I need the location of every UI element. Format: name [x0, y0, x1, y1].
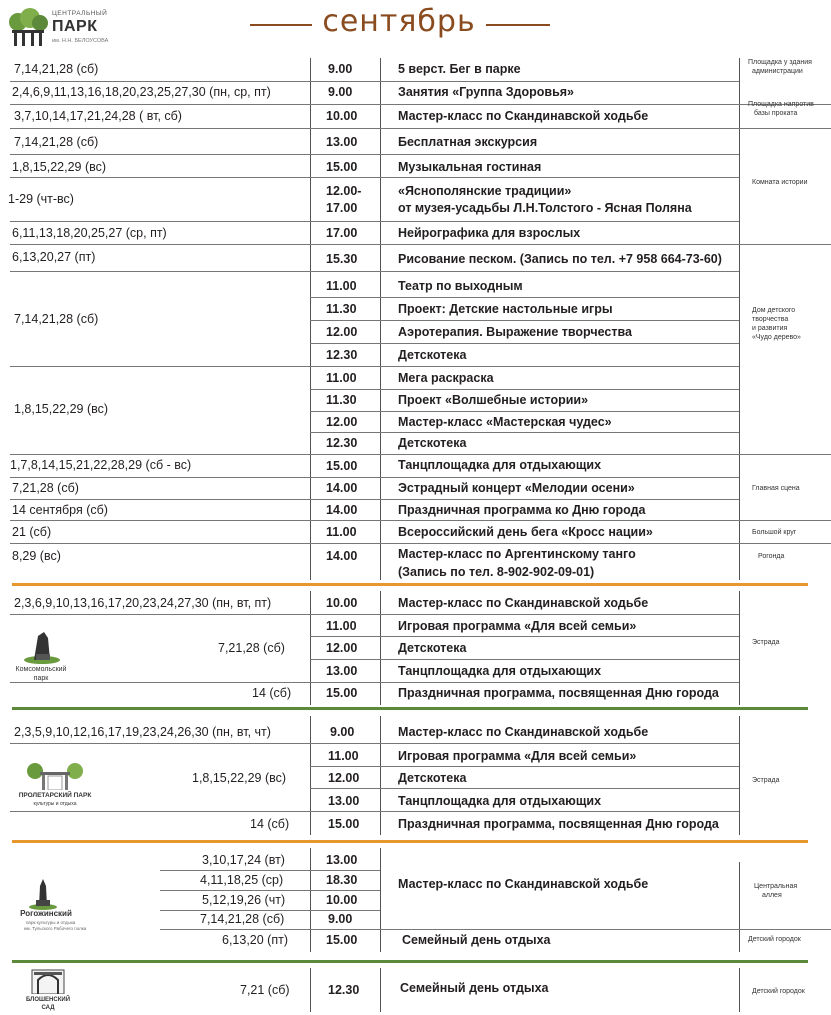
- row-title: Рисование песком. (Запись по тел. +7 958 664-73-60): [398, 252, 722, 266]
- grid-hline: [310, 432, 739, 433]
- grid-hline: [310, 788, 739, 789]
- grid-hline: [10, 104, 831, 105]
- row-dates: 3,10,17,24 (вт): [202, 853, 285, 867]
- grid-hline: [310, 343, 739, 344]
- grid-hline: [10, 811, 739, 812]
- place-label: Комната истории: [752, 179, 808, 186]
- grid-vline: [380, 848, 381, 952]
- park-name: Комсомольский: [15, 666, 67, 673]
- grid-hline: [10, 366, 739, 367]
- grid-hline: [10, 454, 831, 455]
- grid-hline: [10, 154, 739, 155]
- row-time: 13.00: [328, 794, 360, 808]
- komsomolsky-monument-icon: [22, 628, 62, 664]
- row-time: 17.00: [326, 226, 358, 240]
- row-title: Праздничная программа ко Дню города: [398, 503, 646, 517]
- grid-hline: [10, 244, 831, 245]
- grid-vline: [739, 862, 740, 952]
- row-title: Семейный день отдыха: [400, 981, 549, 995]
- place-label: «Чудо дерево»: [752, 334, 801, 341]
- row-dates: 7,14,21,28 (сб): [14, 62, 99, 76]
- place-label: Рогонда: [758, 553, 785, 560]
- row-dates: 2,4,6,9,11,13,16,18,20,23,25,27,30 (пн, ср, пт): [12, 85, 271, 99]
- grid-vline: [739, 591, 740, 705]
- row-title: Танцплощадка для отдыхающих: [398, 794, 602, 808]
- park-name: ПРОЛЕТАРСКИЙ ПАРК: [18, 792, 92, 799]
- row-dates: 7,21 (сб): [240, 983, 290, 997]
- grid-vline: [739, 58, 740, 580]
- place-label: и развития: [752, 325, 788, 332]
- row-title: Мастер-класс «Мастерская чудес»: [398, 415, 612, 429]
- group-dates: 1,8,15,22,29 (вс): [14, 402, 109, 416]
- row-dates: 6,13,20 (пт): [222, 933, 288, 947]
- grid-hline: [160, 929, 831, 930]
- row-dates: 1,8,15,22,29 (вс): [192, 771, 287, 785]
- grid-hline: [310, 636, 739, 637]
- place-label: Дом детского: [752, 307, 796, 314]
- row-dates: 1,8,15,22,29 (вс): [12, 160, 107, 174]
- row-time: 14.00: [326, 549, 358, 563]
- row-title: Семейный день отдыха: [402, 933, 551, 947]
- grid-hline: [310, 297, 739, 298]
- row-title: Мега раскраска: [398, 371, 494, 385]
- row-time: 12.30: [326, 436, 358, 450]
- brand-sub: им. Н.Н. БЕЛОУСОВА: [52, 38, 109, 44]
- row-title: Танцплощадка для отдыхающих: [398, 458, 602, 472]
- grid-vline: [310, 58, 311, 580]
- park-tiny-line: парк культуры и отдыха: [26, 920, 76, 925]
- row-title: Праздничная программа, посвященная Дню города: [398, 817, 719, 831]
- park-name-line2: культуры и отдыха: [33, 801, 77, 807]
- row-title-line2: от музея-усадьбы Л.Н.Толстого - Ясная Поляна: [398, 201, 692, 215]
- row-time: 12.00: [328, 771, 360, 785]
- row-time: 13.00: [326, 135, 358, 149]
- place-label: администрации: [752, 68, 803, 75]
- row-dates: 5,12,19,26 (чт): [202, 893, 286, 907]
- row-dates: 2,3,5,9,10,12,16,17,19,23,24,26,30 (пн, вт, чт): [14, 725, 271, 739]
- grid-vline: [739, 716, 740, 835]
- grid-hline: [310, 389, 739, 390]
- section-separator: [12, 960, 808, 963]
- row-title: Занятия «Группа Здоровья»: [398, 85, 574, 99]
- row-dates: 8,29 (вс): [12, 549, 61, 563]
- row-time: 11.30: [326, 302, 357, 316]
- grid-hline: [10, 477, 739, 478]
- month-line-right: [486, 24, 550, 26]
- grid-hline: [10, 682, 739, 683]
- row-title: Мастер-класс по Скандинавской ходьбе: [398, 877, 649, 891]
- row-title: Мастер-класс по Аргентинскому танго: [398, 547, 636, 561]
- place-label: аллея: [762, 892, 782, 899]
- row-dates: 7,14,21,28 (сб): [14, 135, 99, 149]
- row-title: Проект: Детские настольные игры: [398, 302, 613, 316]
- row-title: Эстрадный концерт «Мелодии осени»: [398, 481, 635, 495]
- grid-hline: [10, 221, 739, 222]
- proletarsky-gate-icon: [26, 762, 84, 790]
- row-time: 11.30: [326, 393, 357, 407]
- row-time: 15.00: [326, 686, 358, 700]
- row-dates: 14 (сб): [250, 817, 290, 831]
- rogozhinsky-monument-icon: [28, 876, 58, 910]
- row-title: Мастер-класс по Скандинавской ходьбе: [398, 109, 649, 123]
- row-time: 12.30: [326, 348, 358, 362]
- row-time: 12.30: [328, 983, 360, 997]
- brand-big: ПАРК: [52, 18, 98, 35]
- grid-hline: [310, 766, 739, 767]
- row-time: 13.00: [326, 853, 358, 867]
- row-title-line2: (Запись по тел. 8-902-902-09-01): [398, 565, 595, 579]
- grid-hline: [10, 520, 831, 521]
- grid-hline: [160, 910, 380, 911]
- park-name: Рогожинский: [20, 909, 72, 918]
- grid-vline: [310, 848, 311, 952]
- row-dates: 6,13,20,27 (пт): [12, 250, 96, 264]
- row-time: 13.00: [326, 664, 358, 678]
- grid-hline: [10, 614, 739, 615]
- row-time: 9.00: [330, 725, 355, 739]
- row-title: Игровая программа «Для всей семьи»: [398, 749, 637, 763]
- row-time: 14.00: [326, 503, 358, 517]
- row-time: 9.00: [328, 85, 353, 99]
- place-label: Площадка напротив: [748, 101, 814, 108]
- place-label: Детский городок: [752, 988, 805, 995]
- grid-hline: [10, 128, 831, 129]
- row-title: 5 верст. Бег в парке: [398, 62, 521, 76]
- row-title: Бесплатная экскурсия: [398, 135, 538, 149]
- grid-hline: [10, 271, 739, 272]
- park-tiny-line2: им. Тульского Рабочего полка: [24, 926, 87, 931]
- grid-hline: [310, 320, 739, 321]
- row-title: Детскотека: [398, 436, 467, 450]
- row-dates: 2,3,6,9,10,13,16,17,20,23,24,27,30 (пн, вт, пт): [14, 596, 272, 610]
- grid-vline: [380, 58, 381, 580]
- grid-vline: [380, 591, 381, 705]
- row-title: Аэротерапия. Выражение творчества: [398, 325, 632, 339]
- row-time: 11.00: [326, 371, 357, 385]
- row-title: Игровая программа «Для всей семьи»: [398, 619, 637, 633]
- grid-vline: [380, 968, 381, 1012]
- row-time: 9.00: [328, 62, 353, 76]
- row-time: 12.00-: [326, 184, 362, 198]
- row-time-end: 17.00: [326, 201, 358, 215]
- grid-hline: [10, 499, 739, 500]
- row-dates: 1-29 (чт-вс): [8, 192, 74, 206]
- row-title: Детскотека: [398, 348, 467, 362]
- row-time: 11.00: [326, 279, 357, 293]
- row-title: Танцплощадка для отдыхающих: [398, 664, 602, 678]
- row-title: Всероссийский день бега «Кросс нации»: [398, 525, 653, 539]
- place-label: творчества: [752, 316, 789, 323]
- row-time: 9.00: [328, 912, 353, 926]
- row-time: 18.30: [326, 873, 358, 887]
- row-dates: 7,14,21,28 (сб): [200, 912, 285, 926]
- row-dates: 7,21,28 (сб): [218, 641, 285, 655]
- row-time: 15.00: [326, 933, 358, 947]
- row-title: «Яснополянские традиции»: [398, 184, 572, 198]
- section-separator: [12, 707, 808, 710]
- section-separator: [12, 583, 808, 586]
- brand-small: ЦЕНТРАЛЬНЫЙ: [52, 10, 108, 17]
- row-time: 10.00: [326, 893, 358, 907]
- place-label: базы проката: [754, 110, 798, 117]
- row-dates: 3,7,10,14,17,21,24,28 ( вт, сб): [14, 109, 182, 123]
- place-label: Эстрада: [752, 777, 780, 784]
- row-title: Мастер-класс по Скандинавской ходьбе: [398, 596, 649, 610]
- row-title: Театр по выходным: [398, 279, 523, 293]
- row-time: 12.00: [326, 415, 358, 429]
- row-time: 11.00: [326, 525, 357, 539]
- row-title: Мастер-класс по Скандинавской ходьбе: [398, 725, 649, 739]
- section-separator: [12, 840, 808, 843]
- place-label: Главная сцена: [752, 485, 800, 492]
- row-dates: 1,7,8,14,15,21,22,28,29 (сб - вс): [10, 458, 192, 472]
- row-time: 10.00: [326, 109, 358, 123]
- grid-hline: [160, 870, 380, 871]
- row-dates: 6,11,13,18,20,25,27 (ср, пт): [12, 226, 167, 240]
- grid-hline: [10, 81, 739, 82]
- grid-vline: [739, 968, 740, 1012]
- row-time: 14.00: [326, 481, 358, 495]
- place-label: Детский городок: [748, 936, 801, 943]
- row-title: Детскотека: [398, 771, 467, 785]
- row-title: Нейрографика для взрослых: [398, 226, 581, 240]
- place-label: Эстрада: [752, 639, 780, 646]
- row-title: Музыкальная гостиная: [398, 160, 542, 174]
- tree-gate-icon: [8, 8, 48, 48]
- grid-hline: [310, 411, 739, 412]
- row-time: 12.00: [326, 325, 358, 339]
- row-time: 12.00: [326, 641, 358, 655]
- row-time: 15.00: [326, 459, 358, 473]
- place-label: Большой круг: [752, 529, 797, 536]
- row-time: 15.00: [326, 160, 358, 174]
- park-name: БЛОШЕНСКИЙ: [25, 997, 71, 1003]
- grid-vline: [310, 716, 311, 835]
- row-time: 15.30: [326, 252, 358, 266]
- row-time: 15.00: [328, 817, 360, 831]
- row-time: 11.00: [326, 619, 357, 633]
- central-park-logo: [8, 8, 118, 48]
- grid-vline: [310, 591, 311, 705]
- row-time: 11.00: [328, 749, 359, 763]
- row-time: 10.00: [326, 596, 358, 610]
- grid-hline: [10, 543, 831, 544]
- bloshensky-arch-icon: [30, 968, 66, 994]
- month-title: сентябрь: [322, 4, 476, 39]
- park-name-line2: парк: [33, 675, 49, 682]
- grid-hline: [10, 743, 739, 744]
- row-dates: 14 сентября (сб): [12, 503, 108, 517]
- header: [0, 0, 831, 56]
- park-name-line2: САД: [41, 1005, 55, 1011]
- group-dates: 7,14,21,28 (сб): [14, 312, 99, 326]
- row-dates: 7,21,28 (сб): [12, 481, 79, 495]
- grid-hline: [160, 890, 380, 891]
- row-dates: 21 (сб): [12, 525, 52, 539]
- grid-hline: [10, 177, 739, 178]
- grid-vline: [310, 968, 311, 1012]
- row-dates: 4,11,18,25 (ср): [200, 873, 284, 887]
- grid-vline: [380, 716, 381, 835]
- row-dates: 14 (сб): [252, 686, 292, 700]
- row-title: Детскотека: [398, 641, 467, 655]
- row-title: Праздничная программа, посвященная Дню города: [398, 686, 719, 700]
- grid-hline: [310, 659, 739, 660]
- row-title: Проект «Волшебные истории»: [398, 393, 589, 407]
- place-label: Центральная: [754, 883, 798, 890]
- place-label: Площадка у здания: [748, 59, 812, 66]
